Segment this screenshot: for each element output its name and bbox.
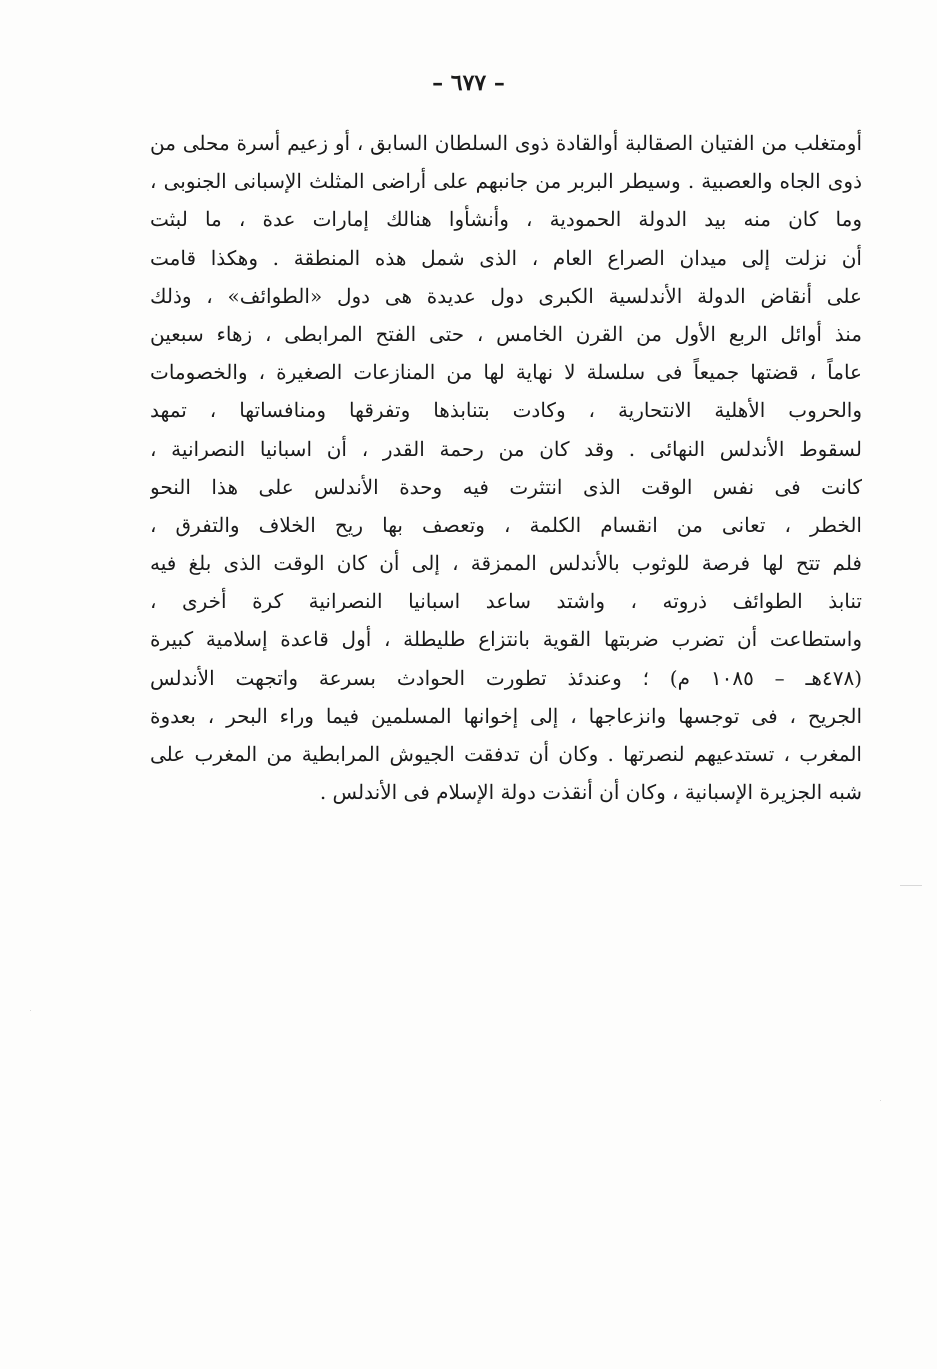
text-line: واستطاعت أن تضرب ضربتها القوية بانتزاع طليطلة ، أول قاعدة إسلامية كبيرة (150, 627, 862, 652)
text-line: على أنقاض الدولة الأندلسية الكبرى دول عديدة هى دول «الطوائف» ، وذلك (150, 283, 862, 308)
text-line: كانت فى نفس الوقت الذى انتثرت فيه وحدة الأندلس على هذا النحو (150, 474, 862, 499)
text-line: أومتغلب من الفتيان الصقالبة أوالقادة ذوى السلطان السابق ، أو زعيم أسرة محلى من (150, 131, 862, 155)
text-line: والحروب الأهلية الانتحارية ، وكادت بتنابذها وتفرقها ومنافساتها ، تمهد (150, 398, 862, 423)
text-line: الخطر ، تعانى من انقسام الكلمة ، وتعصف بها ريح الخلاف والتفرق ، (150, 512, 862, 537)
text-line: وما كان منه بيد الدولة الحمودية ، وأنشأوا هنالك إمارات عدة ، ما لبثت (150, 207, 862, 232)
text-line: فلم تتح لها فرصة للوثوب بالأندلس الممزقة ، إلى أن كان الوقت الذى بلغ فيه (150, 551, 862, 576)
page-number: – ٦٧٧ – (432, 70, 505, 96)
text-line: (٤٧٨هـ – ١٠٨٥ م) ؛ وعندئذ تطورت الحوادث بسرعة واتجهت الأندلس (150, 665, 862, 690)
body-paragraph (150, 124, 862, 811)
scan-speck (900, 885, 922, 886)
text-line: منذ أوائل الربع الأول من القرن الخامس ، حتى الفتح المرابطى ، زهاء سبعين (150, 321, 862, 346)
text-line: تنابذ الطوائف ذروته ، واشتد ساعد اسبانيا النصرانية كرة أخرى ، (150, 589, 862, 614)
text-line-last: شبه الجزيرة الإسبانية ، وكان أن أنقذت دولة الإسلام فى الأندلس . (319, 780, 862, 805)
scan-speck (30, 1010, 31, 1011)
text-line: عاماً ، قضتها جميعاً فى سلسلة لا نهاية لها من المنازعات الصغيرة ، والخصومات (150, 360, 862, 385)
text-line: أن نزلت إلى ميدان الصراع العام ، الذى شمل هذه المنطقة . وهكذا قامت (150, 245, 862, 270)
text-line: الجريح ، فى توجسها وانزعاجها ، إلى إخوانها المسلمين فيما وراء البحر ، بعدوة (150, 703, 862, 728)
text-line: لسقوط الأندلس النهائى . وقد كان من رحمة القدر ، أن اسبانيا النصرانية ، (150, 436, 862, 461)
text-line: ذوى الجاه والعصبية . وسيطر البربر من جانبهم على أراضى المثلث الإسبانى الجنوبى ، (150, 169, 862, 194)
text-line: المغرب ، تستدعيهم لنصرتها . وكان أن تدفقت الجيوش المرابطية من المغرب على (150, 742, 862, 766)
scan-speck (880, 1100, 881, 1101)
